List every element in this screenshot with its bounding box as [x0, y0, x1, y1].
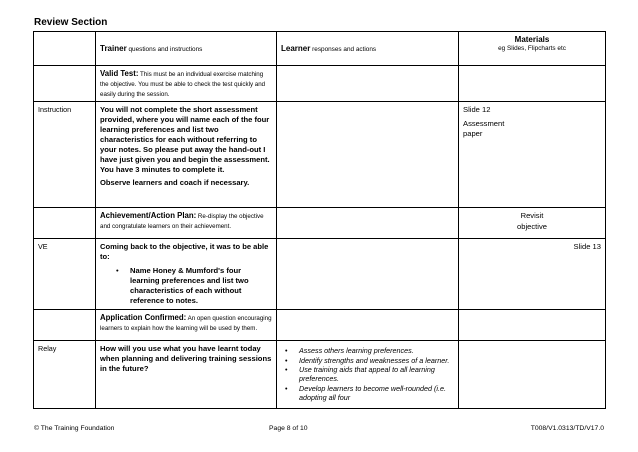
valid-test-cell	[96, 66, 277, 102]
trainer-heading-desc: questions and instructions	[126, 45, 203, 53]
instruction-observe-text: Observe learners and coach if necessary.	[100, 178, 250, 188]
bullet-icon: •	[285, 365, 288, 375]
material-assessment-paper: Assessment paper	[463, 118, 505, 138]
learner-heading: Learner	[281, 43, 311, 53]
materials-heading: Materials	[514, 35, 550, 44]
list-item: • Develop learners to become well-rounded (i.e. adopting all four	[285, 383, 447, 403]
material-slide-12: Slide 12	[463, 105, 491, 115]
list-item: • Assess others learning preferences.	[285, 346, 414, 356]
achievement-cell	[96, 208, 277, 239]
relay-trainer-cell	[96, 341, 277, 409]
instruction-materials-cell	[459, 102, 606, 208]
valid-test-label: Valid Test:	[100, 69, 139, 78]
ve-text: Coming back to the objective, it was to be able to:	[100, 242, 269, 262]
achievement-row	[34, 208, 606, 239]
header-materials-cell	[459, 32, 606, 66]
application-label: Application Confirmed:	[100, 313, 187, 323]
stage-instruction: Instruction	[34, 102, 96, 208]
application-cell	[96, 310, 277, 341]
achievement-text: Re-display the objective and congratulate learners on their achievement.	[100, 213, 264, 230]
valid-test-row	[34, 66, 606, 102]
bullet-icon: •	[285, 383, 288, 393]
relay-materials-cell	[459, 341, 606, 409]
bullet-icon: •	[116, 266, 119, 276]
stage-relay: Relay	[34, 341, 96, 409]
instruction-trainer-cell	[96, 102, 277, 208]
valid-test-text: This must be an individual exercise matching the objective. You must be able to check the test quickly and easily during the session.	[100, 71, 266, 98]
bullet-icon: •	[285, 346, 288, 356]
ve-materials-cell	[459, 239, 606, 310]
footer-doc-code: T008/V1.0313/TD/V17.0	[530, 425, 604, 432]
header-learner-cell	[277, 32, 459, 66]
materials-heading-desc: eg Slides, Flipcharts etc	[498, 45, 566, 52]
relay-row	[34, 341, 606, 409]
relay-text: How will you use what you have learnt today when planning and delivering training sessions in the future?	[100, 344, 272, 374]
header-row	[34, 32, 606, 66]
instruction-text: You will not complete the short assessment provided, where you will name each of the four learning preferences and list two characteristics for each without referring to your notes. So please put away the hand-out I have just given you and begin the assessment. You have 3 minutes to complete it.	[100, 105, 270, 175]
stage-ve: VE	[34, 239, 96, 310]
ve-learner-cell	[277, 239, 459, 310]
section-title: Review Section	[34, 17, 108, 28]
footer-page-number: Page 8 of 10	[269, 425, 308, 432]
bullet-icon: •	[285, 355, 288, 365]
footer-copyright: © The Training Foundation	[34, 425, 115, 432]
review-table	[33, 31, 606, 409]
list-item: • Name Honey & Mumford's four learning preferences and list two characteristics of each without reference to notes.	[116, 266, 249, 306]
trainer-heading: Trainer	[100, 43, 127, 53]
list-item: • Identify strengths and weaknesses of a learner.	[285, 355, 450, 365]
header-stage-cell	[34, 32, 96, 66]
instruction-learner-cell	[277, 102, 459, 208]
ve-trainer-cell	[96, 239, 277, 310]
relay-learner-list	[281, 346, 454, 402]
application-text: An open question encouraging learners to explain how the learning will be used by them.	[100, 315, 272, 333]
instruction-row	[34, 102, 606, 208]
achievement-label: Achievement/Action Plan:	[100, 211, 197, 221]
learner-heading-desc: responses and actions	[310, 45, 377, 53]
achievement-materials-cell	[459, 208, 606, 239]
material-slide-13: Slide 13	[573, 242, 601, 252]
list-item: • Use training aids that appeal to all learning preferences.	[285, 365, 435, 384]
material-revisit-objective: Revisit objective	[517, 211, 547, 231]
ve-row	[34, 239, 606, 310]
header-trainer-cell	[96, 32, 277, 66]
application-row	[34, 310, 606, 341]
ve-objective-list	[100, 266, 272, 306]
relay-learner-cell	[277, 341, 459, 409]
